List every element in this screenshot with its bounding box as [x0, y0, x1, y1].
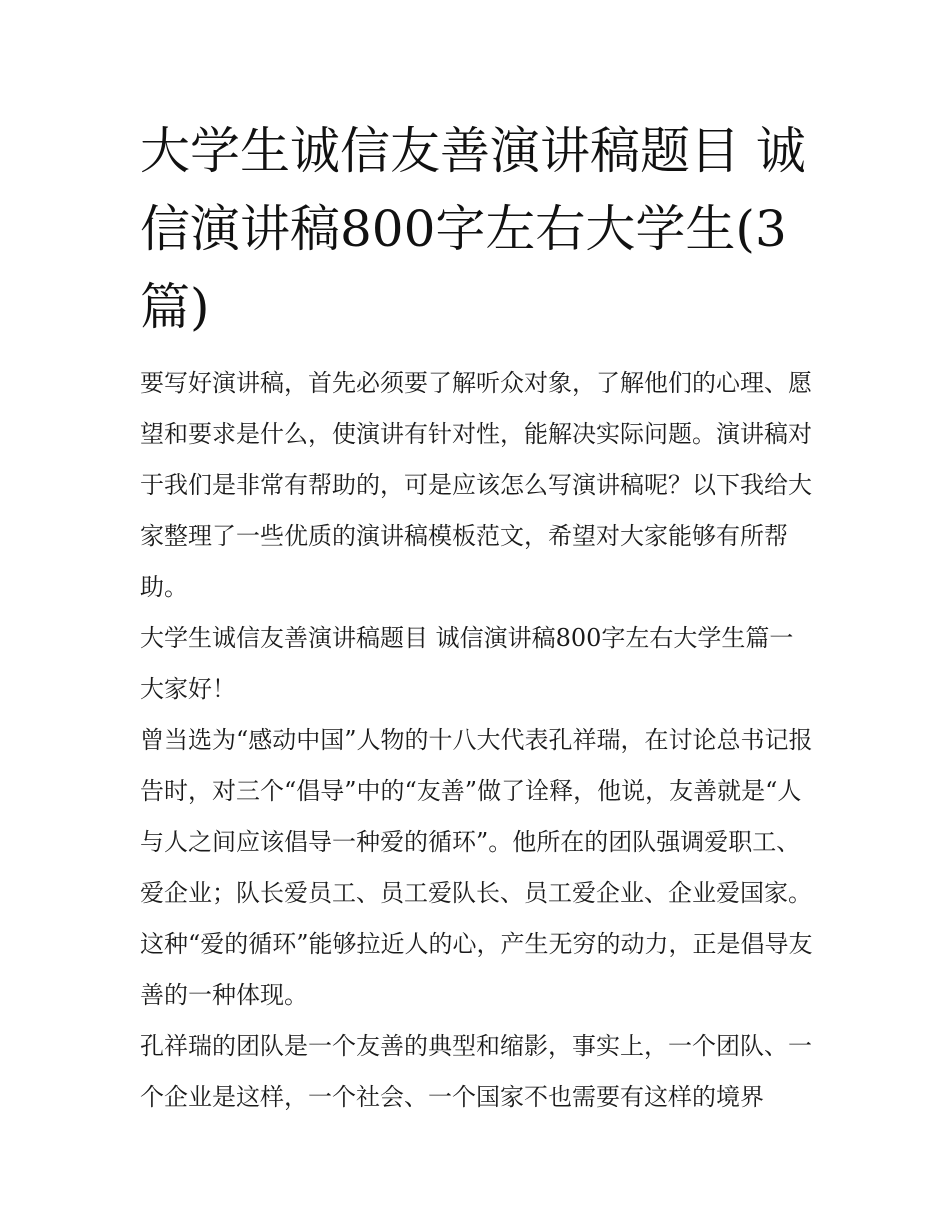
intro-paragraph: 要写好演讲稿，首先必须要了解听众对象，了解他们的心理、愿望和要求是什么，使演讲有针对性，能解决实际问题。演讲稿对于我们是非常有帮助的，可是应该怎么写演讲稿呢？以下我给大家整理了一些优质的演讲稿模板范文，希望对大家能够有所帮助。 — [140, 369, 812, 601]
document-title: 大学生诚信友善演讲稿题目 诚信演讲稿800字左右大学生(3篇) — [140, 122, 806, 336]
document-content — [140, 112, 820, 1123]
section-heading-paragraph: 大学生诚信友善演讲稿题目 诚信演讲稿800字左右大学生篇一 大家好！ — [140, 624, 794, 703]
body-paragraph: 孔祥瑞的团队是一个友善的典型和缩影，事实上，一个团队、一个企业是这样，一个社会、一个国家不也需要有这样的境界 — [140, 1032, 812, 1111]
document-body — [140, 358, 820, 1123]
body-paragraph: 曾当选为“感动中国”人物的十八大代表孔祥瑞，在讨论总书记报告时，对三个“倡导”中的“友善”做了诠释，他说，友善就是“人与人之间应该倡导一种爱的循环”。他所在的团队强调爱职工、爱企业；队长爱员工、员工爱队长、员工爱企业、企业爱国家。这种“爱的循环”能够拉近人的心，产生无穷的动力，正是倡导友善的一种体现。 — [140, 726, 813, 1009]
